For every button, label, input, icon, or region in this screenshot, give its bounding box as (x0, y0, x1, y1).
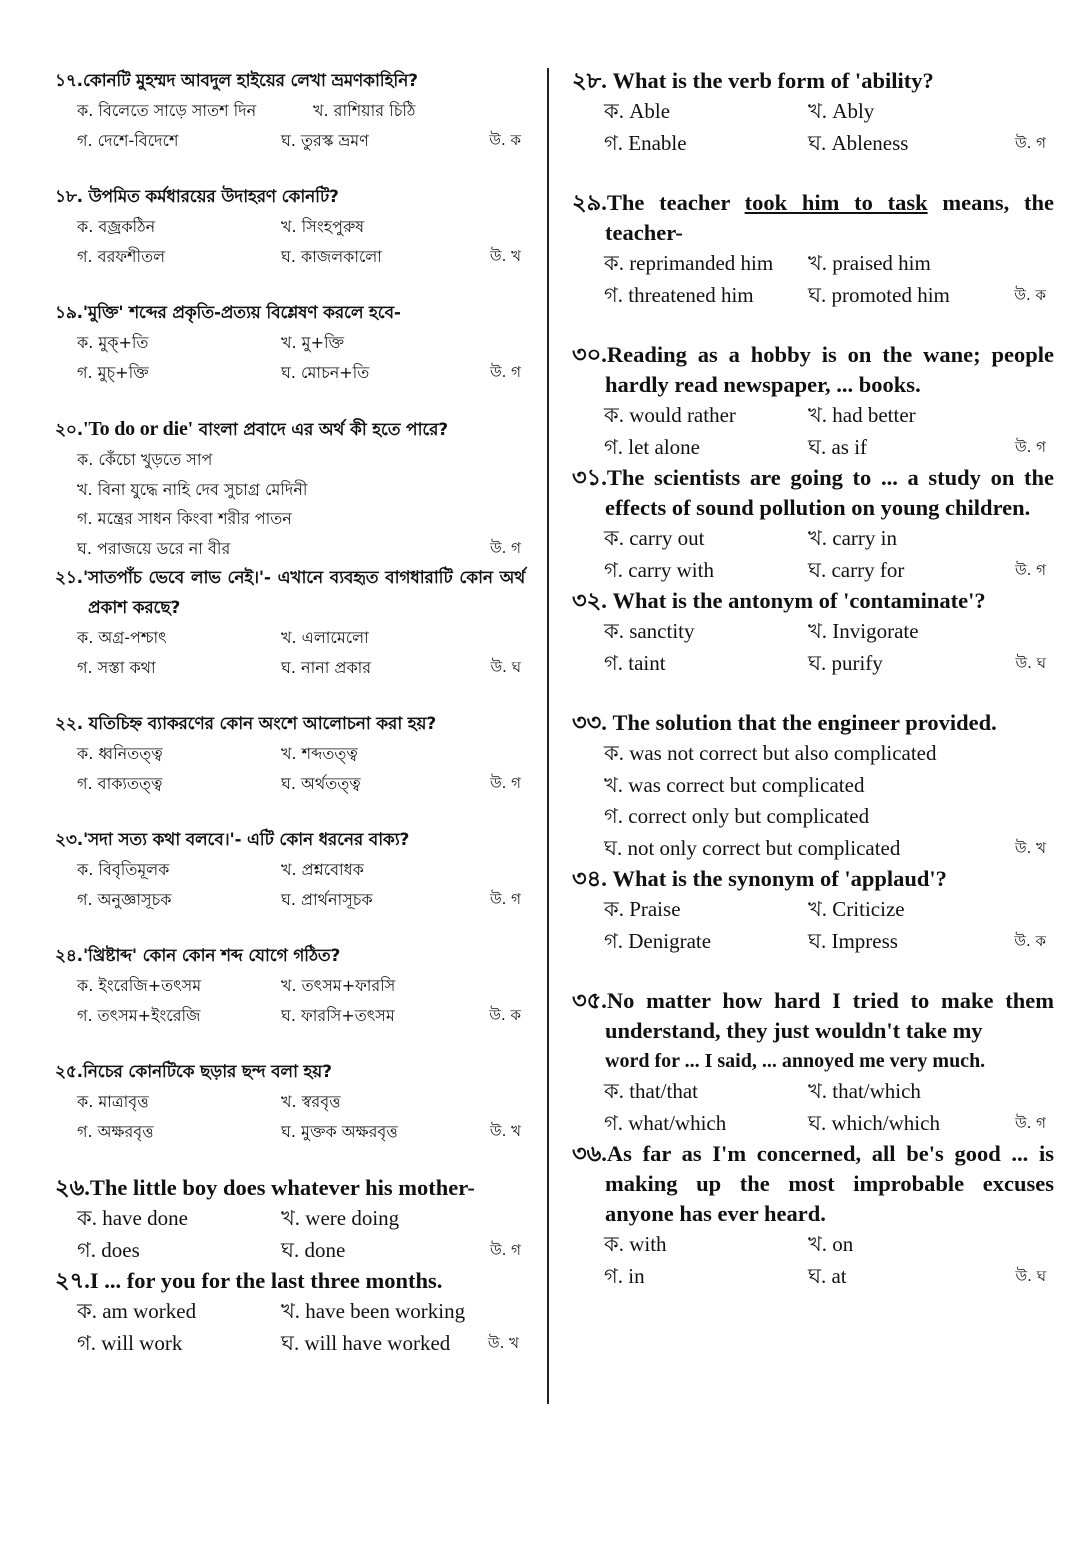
question-18 (55, 182, 525, 271)
answer-key: উ. গ (1014, 1113, 1046, 1132)
right-column (572, 66, 1054, 1292)
question-text: ২৫.নিচের কোনটিকে ছড়ার ছন্দ বলা হয়? (55, 1062, 332, 1082)
option-b: খ. শব্দতত্ত্ব (281, 744, 358, 763)
question-text: ৩৬.As far as I'm concerned, all be's good ... is making up the most improbable excuses anyone has ever heard. (572, 1141, 1054, 1226)
option-a: ক. বিবৃতিমূলক (77, 860, 170, 879)
question-text: ২৮. What is the verb form of 'ability? (572, 68, 934, 93)
option-b: খ. বিনা যুদ্ধে নাহি দেব সুচাগ্র মেদিনী (77, 479, 308, 499)
option-b: খ. had better (808, 403, 916, 427)
question-23 (55, 825, 525, 914)
question-30 (572, 340, 1054, 463)
option-a: ক. মুক্+তি (77, 333, 149, 352)
option-c: গ. in (604, 1263, 645, 1288)
question-text: ২১.'সাতপাঁচ ভেবে লাভ নেই।'- এখানে ব্যবহৃত বাগধারাটি কোন অর্থ প্রকাশ করছে? (55, 568, 525, 618)
option-b: খ. praised him (808, 251, 931, 275)
question-text: ১৮. উপমিত কর্মধারয়ের উদাহরণ কোনটি? (55, 187, 339, 207)
option-d: ঘ. মোচন+তি (281, 362, 370, 382)
option-d: ঘ. মুক্তক অক্ষরবৃত্ত (281, 1121, 398, 1141)
question-text: ২৭.I ... for you for the last three months. (55, 1268, 443, 1293)
answer-key: উ. খ (489, 246, 521, 265)
question-text: ২৪.'খ্রিষ্টাব্দ' কোন কোন শব্দ যোগে গঠিত? (55, 946, 341, 966)
option-c: গ. মন্ত্রের সাধন কিংবা শরীর পাতন (77, 509, 292, 528)
answer-key: উ. ক (489, 1005, 521, 1024)
option-a: ক. that/that (604, 1079, 699, 1103)
option-b: খ. এলামেলো (281, 628, 369, 647)
option-b: খ. রাশিয়ার চিঠি (313, 101, 416, 120)
option-d: ঘ. পরাজয়ে ডরে না বীর (77, 538, 231, 558)
question-28 (572, 66, 1054, 159)
answer-key: উ. গ (1014, 437, 1046, 456)
option-a: ক. would rather (604, 403, 736, 427)
option-a: ক. Able (604, 99, 671, 123)
question-text: ২৯.The teacher took him to task means, the teacher- (572, 190, 1054, 245)
question-17 (55, 66, 525, 155)
option-c: গ. তৎসম+ইংরেজি (77, 1005, 201, 1025)
question-text: ৩৪. What is the synonym of 'applaud'? (572, 866, 947, 891)
question-22 (55, 709, 525, 798)
question-36 (572, 1139, 1054, 1292)
option-b: খ. সিংহপুরুষ (281, 217, 365, 236)
option-b: খ. Ably (808, 99, 875, 123)
answer-key: উ. গ (489, 538, 521, 557)
option-a: ক. ইংরেজি+তৎসম (77, 976, 202, 995)
question-text: ৩১.The scientists are going to ... a study on the effects of sound pollution on young children. (572, 465, 1054, 520)
option-c: গ. অক্ষরবৃত্ত (77, 1121, 154, 1141)
option-c: গ. threatened him (604, 282, 754, 307)
underlined-phrase: took him to task (744, 190, 928, 215)
option-b: খ. Invigorate (808, 619, 919, 643)
option-a: ক. বজ্রকঠিন (77, 217, 156, 236)
question-text: ২৩.'সদা সত্য কথা বলবে।'- এটি কোন ধরনের বাক্য? (55, 830, 410, 850)
option-d: ঘ. carry for (808, 557, 905, 582)
option-c: গ. correct only but complicated (604, 804, 870, 828)
option-d: ঘ. done (281, 1237, 346, 1262)
answer-key: উ. ক (489, 130, 521, 149)
question-21 (55, 563, 525, 682)
option-a: ক. carry out (604, 526, 705, 550)
answer-key: উ. ঘ (1015, 653, 1046, 672)
option-d: ঘ. কাজলকালো (281, 246, 382, 266)
answer-key: উ. ক (1014, 285, 1046, 304)
option-c: গ. what/which (604, 1110, 727, 1135)
question-19 (55, 298, 525, 387)
question-text: ১৭.কোনটি মুহম্মদ আবদুল হাইয়ের লেখা ভ্রমণকাহিনি? (55, 71, 418, 91)
answer-key: উ. গ (489, 889, 521, 908)
option-c: গ. মুচ্+ক্তি (77, 362, 149, 382)
option-b: খ. স্বরবৃত্ত (281, 1092, 341, 1111)
question-26 (55, 1173, 525, 1266)
question-text: ৩৩. The solution that the engineer provided. (572, 710, 997, 735)
option-a: ক. অগ্র-পশ্চাৎ (77, 628, 167, 647)
question-29 (572, 188, 1054, 311)
option-b: খ. were doing (281, 1206, 400, 1230)
option-a: ক. ধ্বনিতত্ত্ব (77, 744, 163, 763)
option-a: ক. sanctity (604, 619, 695, 643)
option-d: ঘ. অর্থতত্ত্ব (281, 773, 361, 793)
option-b: খ. প্রশ্নবোধক (281, 860, 364, 879)
answer-key: উ. গ (489, 1240, 521, 1259)
question-34 (572, 864, 1054, 957)
question-27 (55, 1266, 525, 1359)
question-25 (55, 1057, 525, 1146)
option-d: ঘ. প্রার্থনাসূচক (281, 889, 373, 909)
option-d: ঘ. Impress (808, 928, 898, 953)
answer-key: উ. গ (1014, 133, 1046, 152)
answer-key: উ. ঘ (490, 657, 521, 676)
option-a: ক. was not correct but also complicated (604, 741, 937, 765)
column-divider (547, 68, 549, 1404)
question-text: ৩৫.No matter how hard I tried to make them understand, they just wouldn't take my (572, 988, 1054, 1043)
option-b: খ. মু+ক্তি (281, 333, 345, 352)
question-text: ৩০.Reading as a hobby is on the wane; people hardly read newspaper, ... books. (572, 342, 1054, 397)
answer-key: উ. গ (489, 362, 521, 381)
option-d: ঘ. purify (808, 650, 883, 675)
option-d: ঘ. Ableness (808, 130, 909, 155)
option-d: ঘ. ফারসি+তৎসম (281, 1005, 395, 1025)
question-text: ১৯.'মুক্তি' শব্দের প্রকৃতি-প্রত্যয় বিশ্লেষণ করলে হবে- (55, 303, 401, 323)
option-b: খ. carry in (808, 526, 898, 550)
answer-key: উ. খ (1014, 838, 1046, 857)
option-a: ক. am worked (77, 1299, 197, 1323)
option-b: খ. on (808, 1232, 854, 1256)
option-b: খ. was correct but complicated (604, 772, 865, 797)
question-32 (572, 586, 1054, 679)
option-a: ক. মাত্রাবৃত্ত (77, 1092, 149, 1111)
option-b: খ. Criticize (808, 897, 905, 921)
question-24 (55, 941, 525, 1030)
option-c: গ. Denigrate (604, 928, 712, 953)
option-d: ঘ. তুরস্ক ভ্রমণ (281, 130, 369, 150)
option-a: ক. reprimanded him (604, 251, 774, 275)
answer-key: উ. খ (489, 1121, 521, 1140)
option-a: ক. have done (77, 1206, 188, 1230)
option-a: ক. কেঁচো খুড়তে সাপ (77, 450, 213, 469)
option-d: ঘ. promoted him (808, 282, 950, 307)
option-c: গ. does (77, 1237, 140, 1262)
answer-key: উ. গ (1014, 560, 1046, 579)
option-c: গ. বরফশীতল (77, 246, 166, 266)
answer-key: উ. গ (489, 773, 521, 792)
option-b: খ. that/which (808, 1079, 921, 1103)
option-a: ক. বিলেতে সাড়ে সাতশ দিন (77, 101, 257, 120)
option-d: ঘ. which/which (808, 1110, 940, 1135)
option-c: গ. বাক্যতত্ত্ব (77, 773, 163, 793)
question-35 (572, 986, 1054, 1139)
option-d: ঘ. will have worked (281, 1330, 451, 1355)
answer-key: উ. ক (1014, 931, 1046, 950)
option-d: ঘ. as if (808, 434, 868, 459)
option-c: গ. অনুজ্ঞাসূচক (77, 889, 172, 909)
answer-key: উ. ঘ (1015, 1266, 1046, 1285)
option-c: গ. সস্তা কথা (77, 657, 156, 677)
option-c: গ. Enable (604, 130, 687, 155)
option-a: ক. Praise (604, 897, 681, 921)
question-33 (572, 708, 1054, 864)
option-d: ঘ. not only correct but complicated (604, 835, 901, 860)
option-c: গ. taint (604, 650, 666, 675)
question-31 (572, 463, 1054, 586)
question-text: ২৬.The little boy does whatever his mother- (55, 1175, 475, 1200)
left-column (55, 66, 525, 1359)
question-text: ২২. যতিচিহ্ন ব্যাকরণের কোন অংশে আলোচনা করা হয়? (55, 714, 437, 734)
question-text: ৩২. What is the antonym of 'contaminate'? (572, 588, 986, 613)
question-text-continued: word for ... I said, ... annoyed me very much. (605, 1050, 986, 1072)
option-c: গ. let alone (604, 434, 700, 459)
option-d: ঘ. নানা প্রকার (281, 657, 372, 677)
option-b: খ. তৎসম+ফারসি (281, 976, 396, 995)
option-c: গ. carry with (604, 557, 714, 582)
option-c: গ. will work (77, 1330, 183, 1355)
answer-key: উ. খ (487, 1333, 519, 1352)
option-c: গ. দেশে-বিদেশে (77, 130, 179, 150)
option-a: ক. with (604, 1232, 667, 1256)
question-20 (55, 414, 525, 563)
option-d: ঘ. at (808, 1263, 847, 1288)
question-text: ২০.'To do or die' বাংলা প্রবাদে এর অর্থ কী হতে পারে? (55, 418, 448, 440)
option-b: খ. have been working (281, 1299, 466, 1323)
